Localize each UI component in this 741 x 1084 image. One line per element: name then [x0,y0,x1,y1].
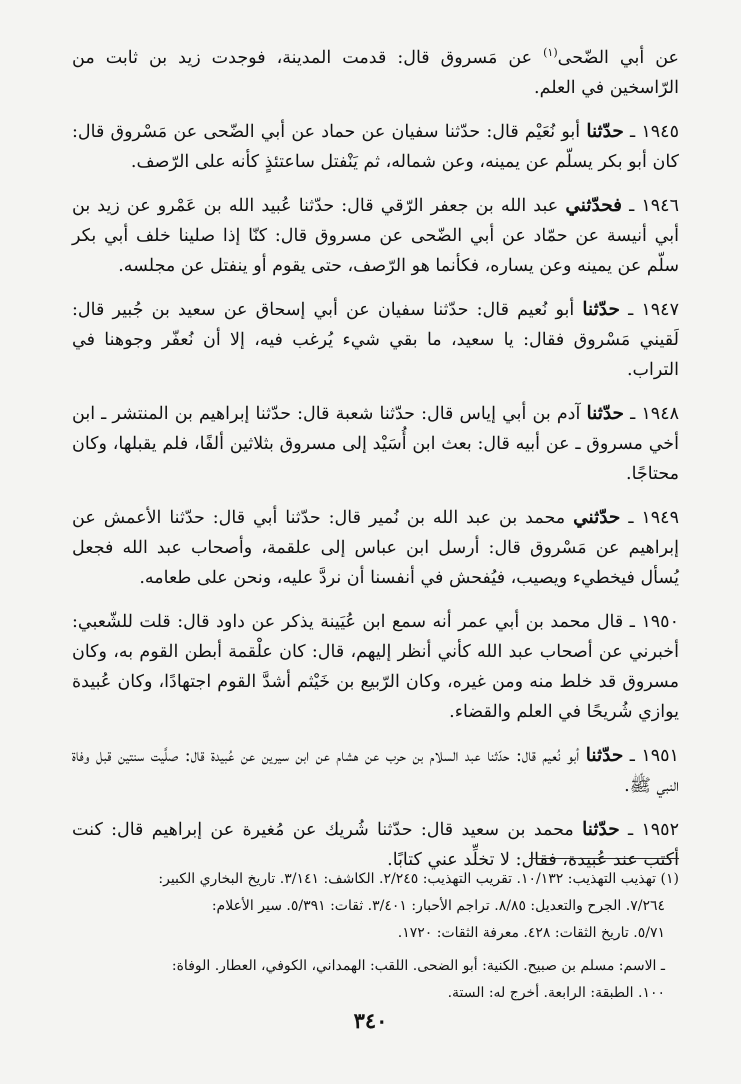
hadith-text: عبد الله بن جعفر الرّقي قال: حدّثنا عُبيد الله بن عَمْرو عن زيد بن أبي أنيسة عن حمّاد عن أبي الضّحى عن مسروق قال: كنّا إذا صلينا خلف أبي بكر سلّم عن يمينه وعن يساره، فكأنما هو الرّصف، حتى يقوم أو ينفتل عن مجلسه. [72,195,679,276]
hadith-keyword: حدّثنا [582,298,620,320]
hadith-text: آدم بن أبي إياس قال: حدّثنا شعبة قال: حدّثنا إبراهيم بن المنتشر ـ ابن أخي مسروق ـ عن أبيه قال: بعث ابن أُسَيْد إلى مسروق بثلاثين ألفًا، فلم يقبلها، وكان محتاجًا. [72,403,679,484]
hadith-text: أبو نُعَيْم قال: حدّثنا سفيان عن حماد عن أبي الضّحى عن مَسْروق قال: كان أبو بكر يسلّم عن يمينه، وعن شماله، ثم يَنْفتل ساعتئذٍ كأنه على الرّصف. [72,121,679,172]
hadith-number: ١٩٥٢ ـ [627,819,679,840]
intro-text-end: عن مَسروق قال: قدمت المدينة، فوجدت زيد بن ثابت من الرّاسخين في العلم. [72,47,679,98]
hadith-1947 [72,295,679,385]
hadith-1948 [72,399,679,489]
footnotes [72,866,679,1007]
footnote-marker[interactable]: (١) [543,46,558,59]
hadith-text: أبو نُعيم قال: حدّثنا سفيان عن أبي إسحاق عن سعيد بن جُبير قال: لَقيني مَسْروق فقال: يا سعيد، ما بقي شيء يُرغب فيه، إلا أن نُعفّر وجوهنا في التراب. [72,299,679,380]
hadith-number: ١٩٥٠ ـ [629,611,679,632]
hadith-keyword: حدّثنا [582,818,620,840]
hadith-text: محمد بن عبد الله بن نُمير قال: حدّثنا أبي قال: حدّثنا الأعمش عن إبراهيم عن مَسْروق قال: أرسل ابن عباس إلى علقمة، وأصحاب عبد الله فجعل يُسأل فيخطيء ويصيب، فيُفحش في أنفسنا أن نردَّ عليه، ونحن على طعامه. [72,507,679,588]
hadith-1946 [72,191,679,281]
hadith-keyword: حدّثني [573,506,621,528]
hadith-keyword: فحدّثني [565,194,622,216]
hadith-1950 [72,607,679,727]
hadith-number: ١٩٤٦ ـ [629,195,679,216]
footnote-line: ٥/٧١. تاريخ الثقات: ٤٢٨. معرفة الثقات: ١٧٢٠. [397,925,665,941]
hadith-text: أبو نُعيم قال: حدّثنا عبد السلام بن حرب عن هشام عن ابن سيرين عن عُبيدة قال: صلَّيت سنتين قبل وفاة النبي ﷺ. [72,745,679,796]
footnote-line: (١) تهذيب التهذيب: ١٠/١٣٢. تقريب التهذيب: ٢/٢٤٥. الكاشف: ٣/١٤١. تاريخ البخاري الكبير: [158,871,679,887]
page-number: ٣٤٠ [353,1008,388,1033]
hadith-1949 [72,503,679,593]
footnote-line: ـ الاسم: مسلم بن صبيح. الكنية: أبو الضحى. اللقب: الهمداني، الكوفي، العطار. الوفاة: [171,958,665,974]
hadith-text: قال محمد بن أبي عمر أنه سمع ابن عُيَينة يذكر عن داود قال: قلت للشّعبي: أخبرني عن أصحاب عبد الله كأني أنظر إليهم، قال: كان علْقمة أبطن القوم به، وكان مسروق قد خلط منه ومن غيره، وكان الرّبيع بن خَيْثم أشدَّ القوم اجتهادًا، وكان عُبيدة يوازي شُريحًا في العلم والقضاء. [72,611,679,722]
intro-paragraph [72,38,679,103]
hadith-number: ١٩٤٧ ـ [628,299,679,320]
intro-text-start: عن أبي الضّحى [557,47,679,68]
hadith-number: ١٩٤٩ ـ [628,507,679,528]
hadith-text: محمد بن سعيد قال: حدّثنا شُريك عن مُغيرة عن إبراهيم قال: كنت أكتب عند عُبيدة، فقال: لا تخلِّد عني كتابًا. [72,819,679,870]
hadith-keyword: حدّثنا [585,744,624,766]
hadith-number: ١٩٤٥ ـ [630,121,679,142]
hadith-1951 [72,741,679,801]
hadith-keyword: حدّثنا [586,120,624,142]
footnote-line: ١٠٠. الطبقة: الرابعة. أخرج له: الستة. [447,985,665,1001]
hadith-keyword: حدّثنا [586,402,624,424]
footnote-line: ٧/٢٦٤. الجرح والتعديل: ٨/٨٥. تراجم الأحبار: ٣/٤٠١. ثقات: ٥/٣٩١. سير الأعلام: [211,898,665,914]
footnote-divider [529,858,679,859]
hadith-1945 [72,117,679,177]
hadith-number: ١٩٤٨ ـ [630,403,679,424]
hadith-number: ١٩٥١ ـ [629,745,679,766]
